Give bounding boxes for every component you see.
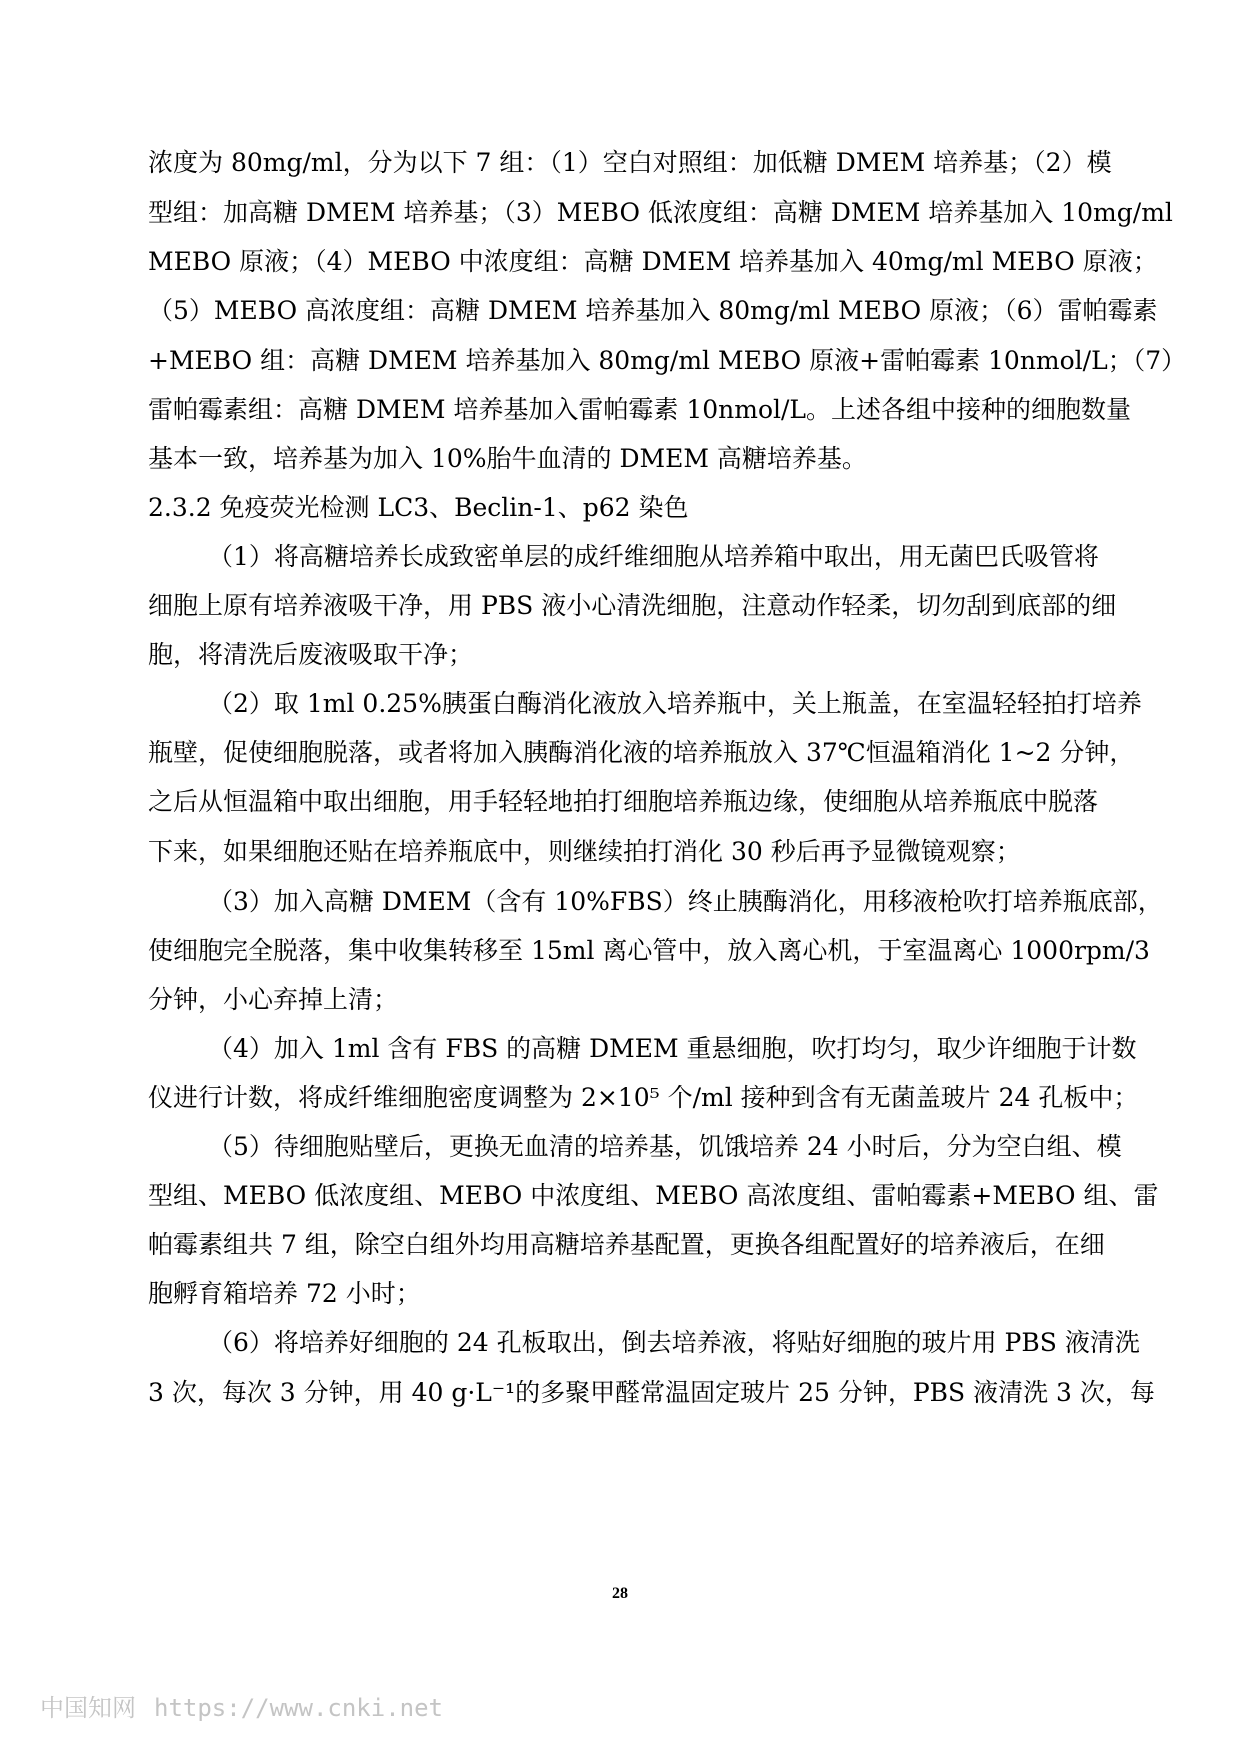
- body-line: （5）MEBO 高浓度组：高糖 DMEM 培养基加入 80mg/ml MEBO 原液；（6）雷帕霉素: [148, 296, 1158, 325]
- section-heading: 2.3.2 免疫荧光检测 LC3、Beclin-1、p62 染色: [148, 493, 689, 522]
- body-line: （3）加入高糖 DMEM（含有 10%FBS）终止胰酶消化，用移液枪吹打培养瓶底部，: [208, 887, 1163, 916]
- body-line: （4）加入 1ml 含有 FBS 的高糖 DMEM 重悬细胞，吹打均匀，取少许细胞于计数: [208, 1034, 1137, 1063]
- body-line: 分钟，小心弃掉上清；: [148, 985, 399, 1014]
- body-line: 雷帕霉素组：高糖 DMEM 培养基加入雷帕霉素 10nmol/L。上述各组中接种的细胞数量: [148, 395, 1132, 424]
- body-line: 型组、MEBO 低浓度组、MEBO 中浓度组、MEBO 高浓度组、雷帕霉素+MEBO 组、雷: [148, 1181, 1159, 1210]
- body-line: 基本一致，培养基为加入 10%胎牛血清的 DMEM 高糖培养基。: [148, 444, 867, 473]
- body-line: （1）将高糖培养长成致密单层的成纤维细胞从培养箱中取出，用无菌巴氏吸管将: [208, 542, 1099, 571]
- body-line: 使细胞完全脱落，集中收集转移至 15ml 离心管中，放入离心机，于室温离心 1000rpm/3: [148, 936, 1150, 965]
- body-line: （5）待细胞贴壁后，更换无血清的培养基，饥饿培养 24 小时后，分为空白组、模: [208, 1132, 1122, 1161]
- body-line: 仪进行计数，将成纤维细胞密度调整为 2×10⁵ 个/ml 接种到含有无菌盖玻片 24 孔板中；: [148, 1083, 1139, 1112]
- body-line: （6）将培养好细胞的 24 孔板取出，倒去培养液，将贴好细胞的玻片用 PBS 液清洗: [208, 1328, 1140, 1357]
- body-line: 型组：加高糖 DMEM 培养基；（3）MEBO 低浓度组：高糖 DMEM 培养基加入 10mg/ml: [148, 198, 1173, 227]
- body-line: 胞孵育箱培养 72 小时；: [148, 1279, 421, 1308]
- body-line: 瓶壁，促使细胞脱落，或者将加入胰酶消化液的培养瓶放入 37℃恒温箱消化 1~2 分钟，: [148, 738, 1135, 767]
- page-number: 28: [612, 1585, 628, 1602]
- watermark-url: https://www.cnki.net: [154, 1694, 443, 1722]
- body-line: （2）取 1ml 0.25%胰蛋白酶消化液放入培养瓶中，关上瓶盖，在室温轻轻拍打培养: [208, 689, 1142, 718]
- cnki-watermark: [40, 1688, 443, 1723]
- body-line: MEBO 原液；（4）MEBO 中浓度组：高糖 DMEM 培养基加入 40mg/ml MEBO 原液；: [148, 247, 1158, 276]
- body-line: 3 次，每次 3 分钟，用 40 g·L⁻¹的多聚甲醛常温固定玻片 25 分钟，PBS 液清洗 3 次，每: [148, 1378, 1155, 1407]
- watermark-brand: 中国知网: [40, 1694, 136, 1722]
- body-line: +MEBO 组：高糖 DMEM 培养基加入 80mg/ml MEBO 原液+雷帕霉素 10nmol/L；（7）: [148, 346, 1187, 375]
- body-line: 帕霉素组共 7 组，除空白组外均用高糖培养基配置，更换各组配置好的培养液后，在细: [148, 1230, 1105, 1259]
- body-line: 浓度为 80mg/ml，分为以下 7 组：（1）空白对照组：加低糖 DMEM 培养基；（2）模: [148, 148, 1112, 177]
- body-line: 之后从恒温箱中取出细胞，用手轻轻地拍打细胞培养瓶边缘，使细胞从培养瓶底中脱落: [148, 787, 1099, 816]
- body-line: 下来，如果细胞还贴在培养瓶底中，则继续拍打消化 30 秒后再予显微镜观察；: [148, 837, 1021, 866]
- body-line: 细胞上原有培养液吸干净，用 PBS 液小心清洗细胞，注意动作轻柔，切勿刮到底部的细: [148, 591, 1117, 620]
- body-line: 胞，将清洗后废液吸取干净；: [148, 640, 474, 669]
